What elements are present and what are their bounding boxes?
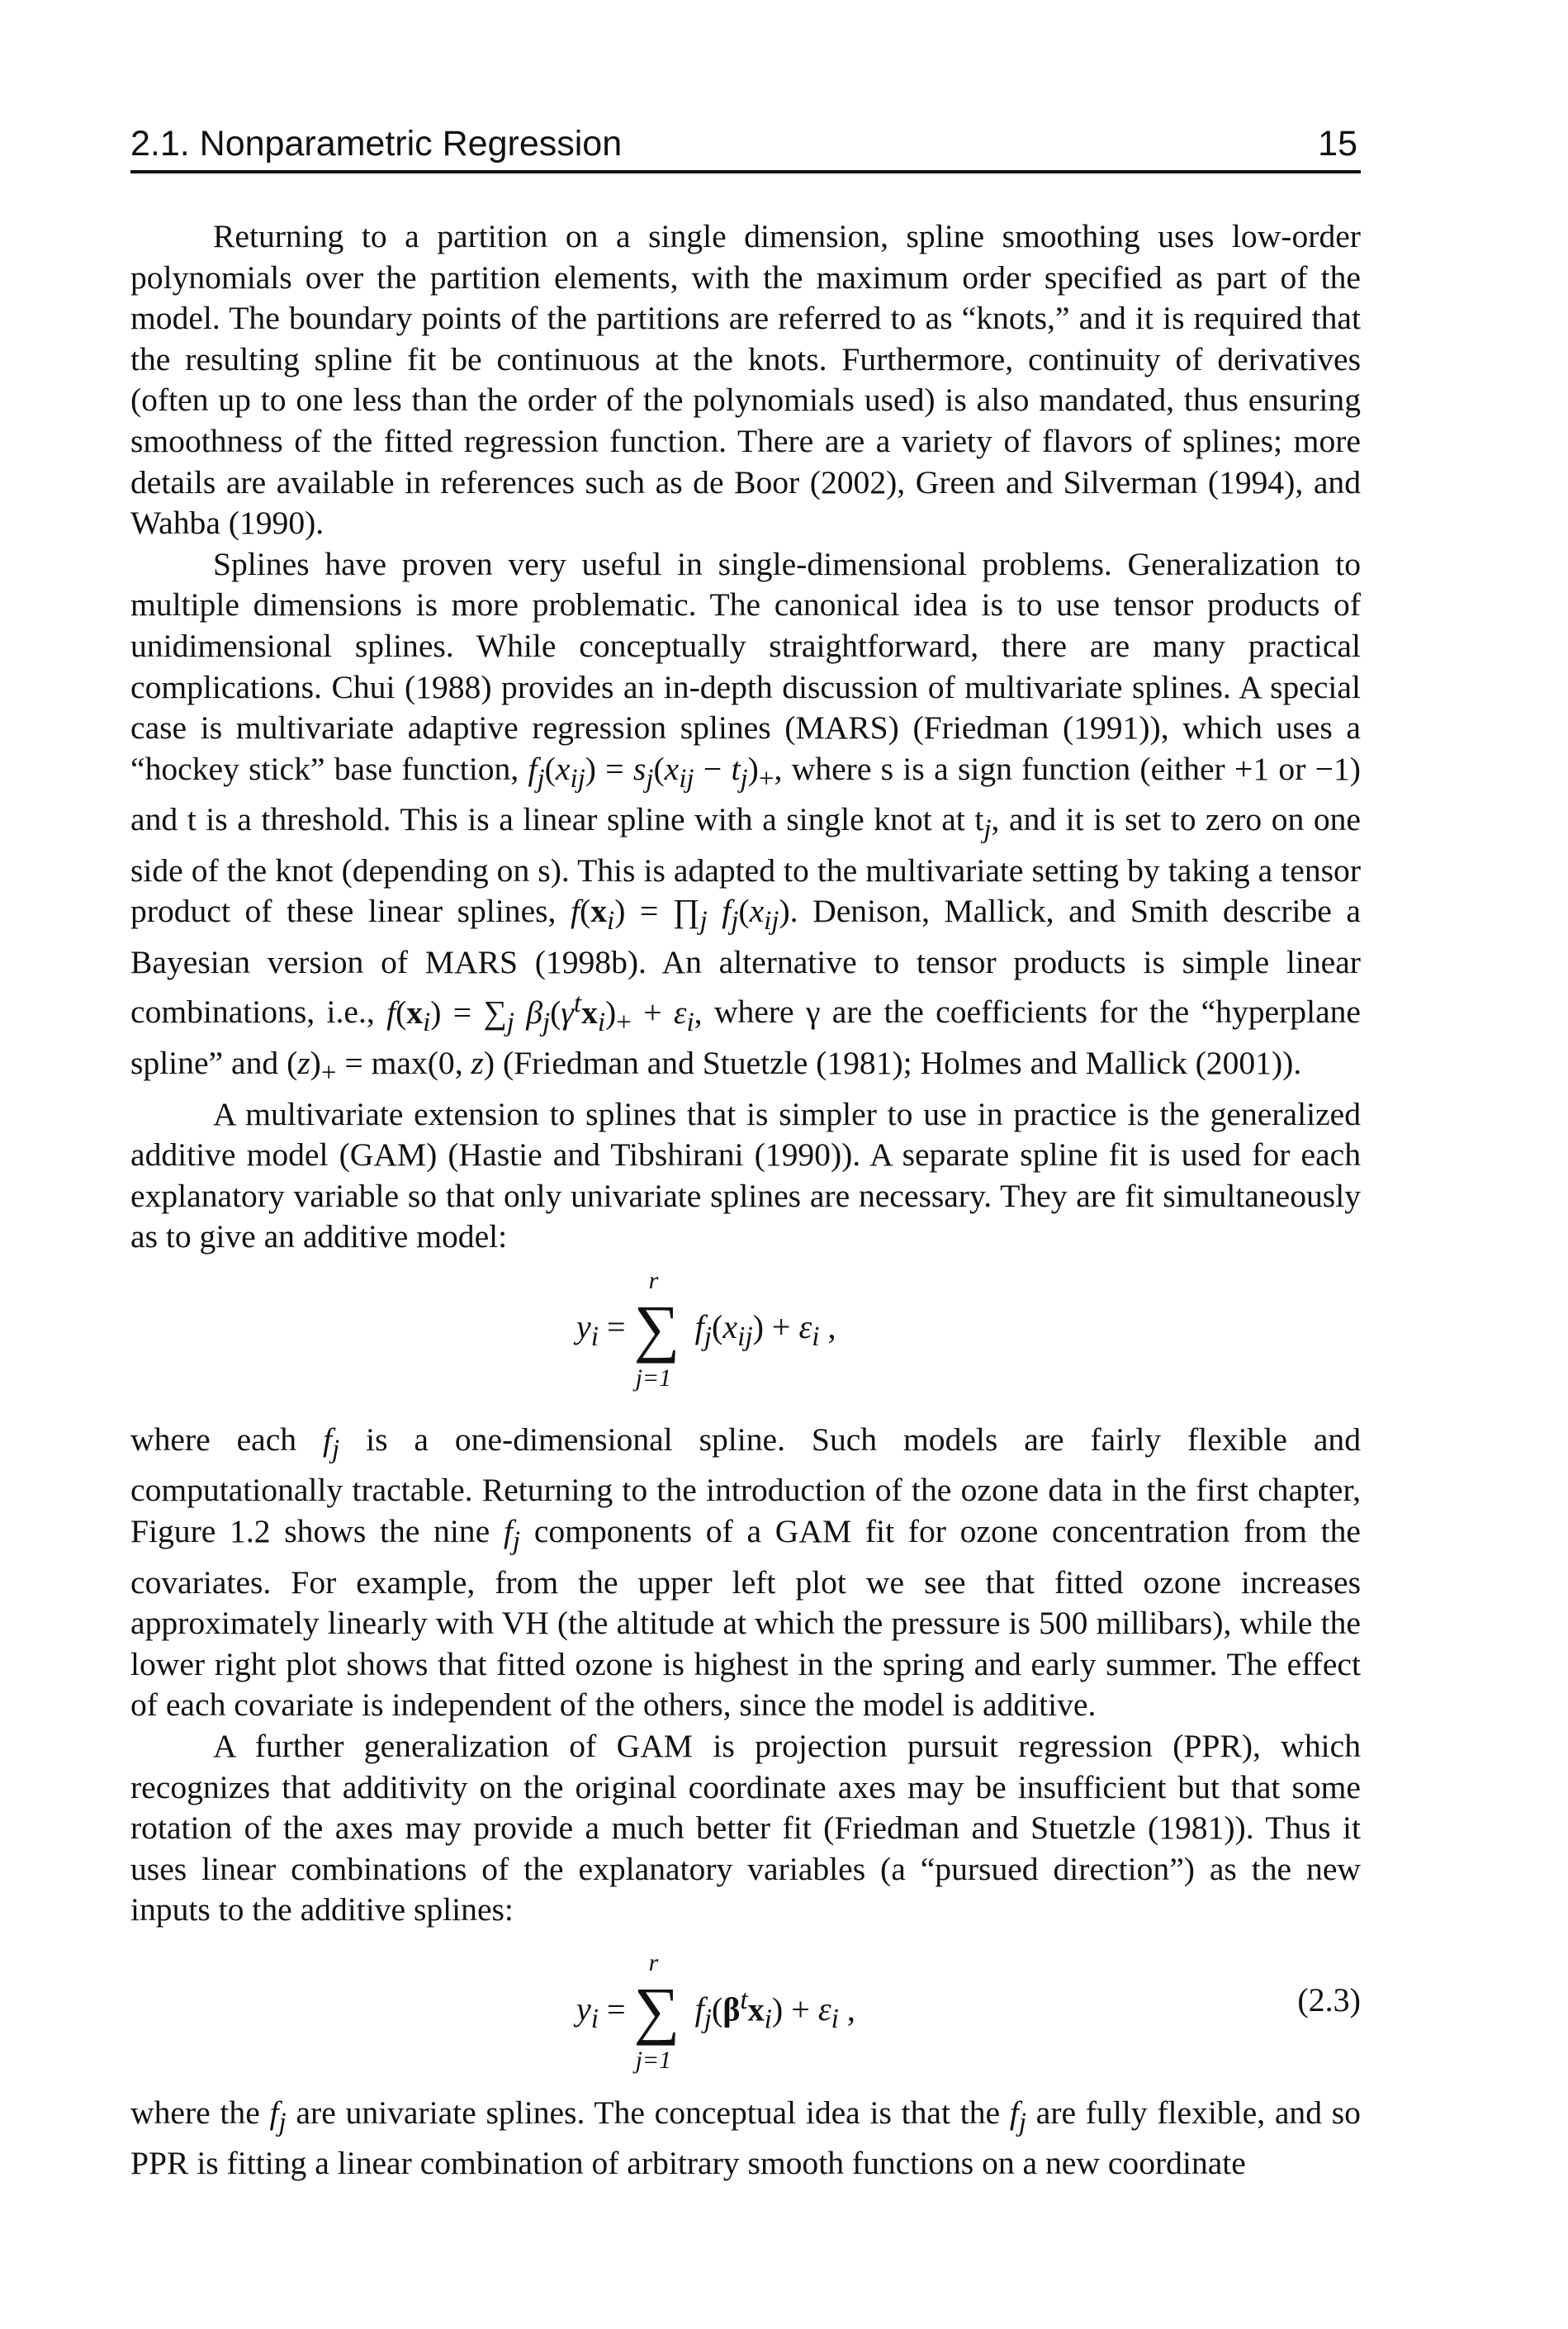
formula-tensor-product: $f(x_i)$ = $\prod_j$ $f_j(x_{ij})$. [571, 893, 798, 937]
page-number: 15 [1318, 124, 1357, 164]
formula-hockey-stick: $f_j(x_{ij}) = s_j(x_{ij} - t_j)_+$, [528, 750, 783, 794]
body-text [130, 216, 1361, 2184]
summation-symbol: r ∑ j=1 [633, 1266, 680, 1392]
paragraph-splines: Returning to a partition on a single dimension, spline smoothing uses low-order polynomials over the partition elements, with the maximum order specified as part of the model. The boundary points of the partitions are referred to as “knots,” and it is required that the resulting spline fit be continuous at the knots. Furthermore, continuity of derivatives (often up to one less than the order of the polynomials used) is also mandated, thus ensuring smoothness of the fitted regression function. There are a variety of flavors of splines; more details are available in references such as de Boor (2002), Green and Silverman (1994), and Wahba (1990). [130, 218, 1361, 542]
paragraph-multivariate: Splines have proven very useful in single-dimensional problems. Generalization to multiple dimensions is more problematic. The canonical idea is to use tensor products of unidimensional splines. While conceptually straightforward, there are many practical complications. Chui (1988) provides an in-depth discussion of multivariate splines. A special case is multivariate adaptive regression splines (MARS) (Friedman (1991)), which uses a “hockey stick” base function, $f_j(x_{ij}) = s_j(x_{ij} - t_j)_+$, where s is a sign function (either +1 or −1) and t is a threshold. This is a linear spline with a single knot at $t_j$, and it is set to zero on one side of the knot (depending on s). This is adapted to the multivariate setting by taking a tensor product of these linear splines, $f(x_i)$ = $\prod_j$ $f_j(x_{ij})$. Denison, Mallick, and Smith describe a Bayesian version of MARS (1998b). An alternative to tensor products is simple linear combinations, i.e., $f(x_i) = \sum_j$ $\beta_j(\gamma^tx_i)_+ + \varepsilon_i$, where γ are the coefficients for the “hyperplane spline” and $(z)_+ = \max(0$, z) (Friedman and Stuetzle (1981); Holmes and Mallick (2001)). [130, 545, 1362, 1088]
equation-ppr: $y_i$ = r ∑ j=1 $f_j(\beta^tx_i) + \varepsilon_i$ , (2.3) [576, 1949, 1361, 2075]
running-header [130, 122, 1361, 173]
formula-linear-combination: $f(x_i) = \sum_j$ $\beta_j(\gamma^tx_i)_+ + \varepsilon_i$, [386, 988, 703, 1037]
paragraph-gam: A multivariate extension to splines that is simpler to use in practice is the generalized additive model (GAM) (Hastie and Tibshirani (1990)). A separate spline fit is used for each explanatory variable so that only univariate splines are necessary. They are fit simultaneously as to give an additive model: [130, 1095, 1361, 1255]
equation-number: (2.3) [1297, 1980, 1361, 2018]
paragraph-ppr-explanation: where the $f_j$ are univariate splines. The conceptual idea is that the $f_j$ are fully flexible, and so PPR is fitting a linear combination of arbitrary smooth functions on a new coordinate [130, 2094, 1361, 2182]
paragraph-ppr: A further generalization of GAM is projection pursuit regression (PPR), which recognizes that additivity on the original coordinate axes may be insufficient but that some rotation of the axes may provide a much better fit (Friedman and Stuetzle (1981)). Thus it uses linear combinations of the explanatory variables (a “pursued direction”) as the new inputs to the additive splines: [130, 1727, 1361, 1928]
summation-symbol: r ∑ j=1 [633, 1949, 680, 2075]
equation-gam: $y_i$ = r ∑ j=1 $f_j(x_{ij}) + \varepsilon_i$ , [576, 1266, 836, 1392]
section-title: 2.1. Nonparametric Regression [130, 124, 623, 164]
paragraph-gam-components: where each $f_j$ is a one-dimensional spline. Such models are fairly flexible and computationally tractable. Returning to the introduction of the ozone data in the first chapter, Figure 1.2 shows the nine $f_j$ components of a GAM fit for ozone concentration from the covariates. For example, from the upper left plot we see that fitted ozone increases approximately linearly with VH (the altitude at which the pressure is 500 millibars), while the lower right plot shows that fitted ozone is highest in the spring and early summer. The effect of each covariate is independent of the others, since the model is additive. [130, 1421, 1361, 1724]
formula-positive-part: $(z)_+ = \max(0$, z) [287, 1045, 495, 1088]
